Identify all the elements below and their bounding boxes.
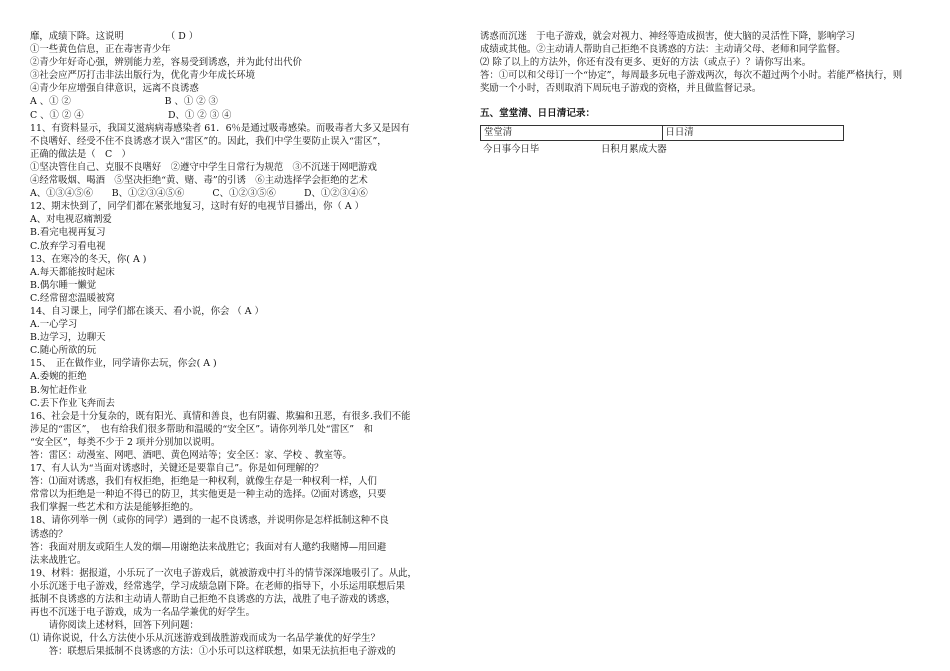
text-line: A.一心学习 [30,319,78,331]
text-line: 12、期末快到了，同学们都在紧张地复习，这时有好的电视节目播出，你（ A ） [30,201,365,213]
text-line: A、①③④⑤⑥ B、①②③④⑤⑥ C、①②③⑤⑥ D、①②③④⑥ [30,188,368,200]
text-line: A 、① ② B 、① ② ③ [30,96,218,108]
text-line: 奖励一个小时，否则取消下周玩电子游戏的资格，并且做监督记录。 [480,83,762,95]
text-line: 诱惑而沉迷 于电子游戏，就会对视力、神经等造成损害，使大脑的灵活性下降，影响学习 [480,31,856,42]
text-line: 答：雷区：动漫室、网吧、酒吧、黄色网站等；安全区：家、学校 、教室等。 [30,450,352,461]
text-line: B.匆忙赶作业 [30,384,87,396]
text-line: 11、有资料显示，我国艾滋病病毒感染者 61．6％是通过吸毒感染。而吸毒者大多又是因有 [30,122,410,134]
text-line: C 、① ② ④ D、① ② ③ ④ [30,109,232,121]
text-line: 答：我面对朋友或陌生人发的烟—用谢绝法来战胜它；我面对有人邀约我赌博—用回避 [30,541,387,553]
text-line: C.经常留恋温暖被窝 [30,292,115,304]
text-line: C.放弃学习看电视 [30,240,106,252]
text-line: 答：①可以和父母订一个“协定”，每周最多玩电子游戏两次，每次不超过两个小时。若能严格执行，则 [480,70,903,82]
right-column [480,30,942,156]
motto-text-1: 今日事今日毕 [483,143,540,155]
text-line: 法来战胜它。 [30,554,87,566]
text-line: 靡，成绩下降。这说明 （ D ） [30,31,199,42]
record-cell-day: 日日清 [662,125,844,140]
text-line: B.边学习，边聊天 [30,332,106,344]
text-line: ④青少年应增强自律意识，远离不良诱惑 [30,83,199,95]
text-line: C.随心所欲的玩 [30,345,97,357]
section-heading: 五、堂堂清、日日清记录： [480,108,596,120]
text-line: 19、材料：据报道，小乐玩了一次电子游戏后，就被游戏中打斗的情节深深地吸引了。从此， [30,567,417,579]
text-line: ①一些黄色信息，正在毒害青少年 [30,44,171,56]
text-line: 14、自习课上，同学们都在谈天、看小说，你会 （ A ） [30,305,264,317]
text-line: ②青少年好奇心强，辨别能力差，容易受到诱惑，并为此付出代价 [30,57,302,69]
text-line: 正确的做法是（ C ） [30,148,131,160]
text-line: 13、在寒冷的冬天，你( A ) [30,253,147,265]
record-table [480,125,844,141]
text-line: 抵制不良诱惑的方法和主动请人帮助自己拒绝不良诱惑的方法，战胜了电子游戏的诱惑， [30,594,396,606]
text-line: 成绩或其他。②主动请人帮助自己拒绝不良诱惑的方法：主动请父母、老师和同学监督。 [480,44,846,56]
text-line: 请你阅读上述材料，回答下列问题： [30,620,199,632]
motto-row [480,141,844,156]
text-line: C.丢下作业飞奔而去 [30,397,115,409]
text-line: ⑴ 请你说说，什么方法使小乐从沉迷游戏到战胜游戏而成为一名品学兼优的好学生？ [30,633,380,645]
text-line: A.每天都能按时起床 [30,266,115,278]
text-line: B.看完电视再复习 [30,227,106,239]
text-line: 15、 正在做作业，同学请你去玩，你会( A ) [30,358,217,370]
text-line: 16、社会是十分复杂的，既有阳光、真情和善良，也有阴霾、欺骗和丑恶，有很多.我们不能 [30,410,411,422]
text-line: 17、有人认为“当面对诱惑时，关键还是要靠自己”。你是如何理解的？ [30,463,324,475]
text-line: 小乐沉迷于电子游戏，经常逃学，学习成绩急剧下降。在老师的指导下，小乐运用联想后果 [30,580,406,592]
text-line: ③社会应严厉打击非法出版行为，优化青少年成长环境 [30,70,256,82]
text-line: “安全区”，每类不少于 2 项并分别加以说明。 [30,436,221,448]
text-line: 不良嗜好、经受不住不良诱惑才误入“雷区”的。因此，我们中学生要防止误入“雷区”， [30,135,387,147]
text-line: 涉足的“雷区”， 也有给我们很多帮助和温暖的“安全区”。请你列举几处“雷区” 和 [30,423,373,435]
text-line: A、对电视忍痛割爱 [30,214,112,226]
text-line: 答：⑴面对诱惑，我们有权拒绝，拒绝是一种权利，就像生存是一种权利一样，人们 [30,476,377,488]
text-line: 答：联想后果抵制不良诱惑的方法：①小乐可以这样联想，如果无法抗拒电子游戏的 [30,646,396,658]
record-cell-class: 堂堂清 [481,125,663,140]
text-line: ④经常吸烟、喝酒 ⑤坚决拒绝“黄、赌、毒”的引诱 ⑥主动选择学会拒绝的艺术 [30,175,368,187]
text-line: ①坚决管住自己、克服不良嗜好 ②遵守中学生日常行为规范 ③不沉迷于网吧游戏 [30,161,377,173]
text-line: 诱惑的？ [30,528,68,540]
text-line: ⑵ 除了以上的方法外，你还有没有更多、更好的方法（或点子）？请你写出来。 [480,57,812,69]
left-column [30,30,470,659]
text-line: A.委婉的拒绝 [30,371,87,383]
text-line: 我们掌握一些艺术和方法是能够拒绝的。 [30,502,199,514]
text-line: 常常以为拒绝是一种迫不得已的防卫，其实他更是一种主动的选择。⑵面对诱惑，只要 [30,489,387,501]
motto-text-2: 日积月累成大器 [601,143,667,155]
text-line: 再也不沉迷于电子游戏，成为一名品学兼优的好学生。 [30,607,256,619]
text-line: 18、请你列举一例（或你的同学）遇到的一起不良诱惑，并说明你是怎样抵制这种不良 [30,515,389,527]
text-line: B.偶尔睡一懒觉 [30,279,97,291]
